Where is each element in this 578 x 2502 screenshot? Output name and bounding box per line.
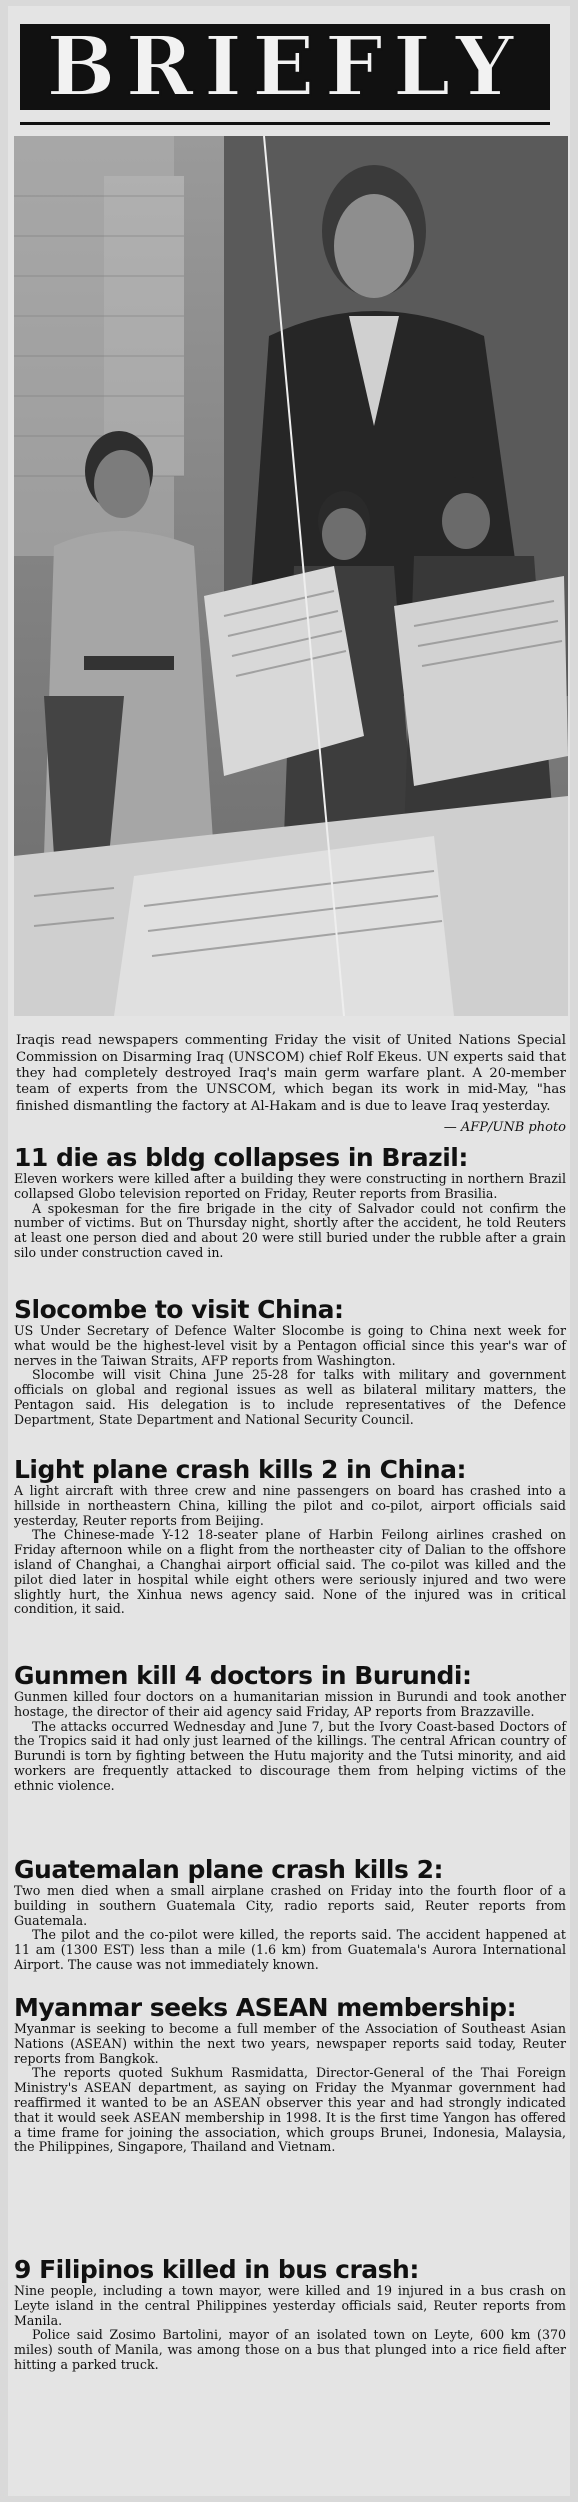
news-photo (14, 136, 568, 1016)
news-brief (14, 1456, 566, 1617)
paragraph: The attacks occurred Wednesday and June 7, but the Ivory Coast-based Doctors of the Tropics said it had only just learned of the killings. The central African country of Burundi is torn by fighting between the Hutu majority and the Tutsi minority, and aid workers are frequently attacked to discourage them from helping victims of the ethnic violence. (14, 1718, 566, 1793)
paragraph: The pilot and the co-pilot were killed, the reports said. The accident happened at 11 am (1300 EST) less than a mile (1.6 km) from Guatemala's Aurora International Airport. The cause was not immediately known. (14, 1927, 566, 1972)
newspaper-page (8, 6, 570, 2496)
paragraph: Police said Zosimo Bartolini, mayor of an isolated town on Leyte, 600 km (370 miles) south of Manila, was among those on a bus that plunged into a rice field after hitting a parked truck. (14, 2327, 566, 2372)
paragraph: The Chinese-made Y-12 18-seater plane of Harbin Feilong airlines crashed on Friday afternoon while on a flight from the northeaster city of Dalian to the offshore island of Changhai, a Changhai airport official said. The co-pilot was killed and the pilot died later in hospital while eight others were seriously injured and two were slightly hurt, the Xinhua news agency said. None of the injured was in critical condition, it said. (14, 1527, 566, 1617)
news-brief (14, 1662, 566, 1794)
paragraph: US Under Secretary of Defence Walter Slocombe is going to China next week for what would be the highest-level visit by a Pentagon official since this year's war of nerves in the Taiwan Straits, AFP reports from Washington. (14, 1323, 566, 1368)
headline: Slocombe to visit China: (14, 1295, 344, 1324)
paragraph: The reports quoted Sukhum Rasmidatta, Director-General of the Thai Foreign Ministry's ASEAN department, as saying on Friday the Myanmar government had reaffirmed it wanted to be an ASEAN observer this year and had strongly indicated that it would seek ASEAN membership in 1998. It is the first time Yangon has offered a time frame for joining the association, which groups Brunei, Indonesia, Malaysia, the Philippines, Singapore, Thailand and Vietnam. (14, 2065, 566, 2155)
paragraph: A light aircraft with three crew and nine passengers on board has crashed into a hillside in northeastern China, killing the pilot and co-pilot, airport officials said yesterday, Reuter reports from Beijing. (14, 1483, 566, 1528)
headline: 9 Filipinos killed in bus crash: (14, 2255, 419, 2284)
headline: 11 die as bldg collapses in Brazil: (14, 1143, 468, 1172)
masthead-rule (20, 122, 550, 125)
masthead (8, 6, 568, 128)
paragraph: Slocombe will visit China June 25-28 for talks with military and government officials on global and regional issues as well as bilateral military matters, the Pentagon said. His delegation is to include representatives of the Defence Department, State Department and National Security Council. (14, 1367, 566, 1427)
photo-illustration (14, 136, 568, 1016)
headline: Myanmar seeks ASEAN membership: (14, 1993, 517, 2022)
paragraph: Two men died when a small airplane crashed on Friday into the fourth floor of a building in southern Guatemala City, radio reports said, Reuter reports from Guatemala. (14, 1883, 566, 1928)
headline: Gunmen kill 4 doctors in Burundi: (14, 1661, 472, 1690)
news-brief (14, 1296, 566, 1428)
photo-caption: Iraqis read newspapers commenting Friday the visit of United Nations Special Commission on Disarming Iraq (UNSCOM) chief Rolf Ekeus. UN experts said that they had completely destroyed Iraq's main germ warfare plant. A 20-member team of experts from the UNSCOM, which began its work in mid-May, "has finished dismantling the factory at Al-Hakam and is due to leave Iraq yesterday. (16, 1033, 566, 1114)
headline: Light plane crash kills 2 in China: (14, 1455, 467, 1484)
headline: Guatemalan plane crash kills 2: (14, 1855, 443, 1884)
paragraph: Nine people, including a town mayor, were killed and 19 injured in a bus crash on Leyte island in the central Philippines yesterday officials said, Reuter reports from Manila. (14, 2283, 566, 2328)
photo-credit: — AFP/UNB photo (443, 1120, 566, 1135)
paragraph: Eleven workers were killed after a building they were constructing in northern Brazil collapsed Globo television reported on Friday, Reuter reports from Brasilia. (14, 1171, 566, 1201)
paragraph: Gunmen killed four doctors on a humanitarian mission in Burundi and took another hostage, the director of their aid agency said Friday, AP reports from Brazzaville. (14, 1689, 566, 1719)
news-brief (14, 2256, 566, 2373)
paragraph: A spokesman for the fire brigade in the city of Salvador could not confirm the number of victims. But on Thursday night, shortly after the accident, he told Reuters at least one person died and about 20 were still buried under the rubble after a grain silo under construction caved in. (14, 1200, 566, 1260)
news-brief (14, 1856, 566, 1973)
news-brief (14, 1994, 566, 2155)
masthead-title: BRIEFLY (46, 19, 524, 115)
news-brief (14, 1144, 566, 1261)
paragraph: Myanmar is seeking to become a full member of the Association of Southeast Asian Nations (ASEAN) within the next two years, newspaper reports said today, Reuter reports from Bangkok. (14, 2021, 566, 2066)
